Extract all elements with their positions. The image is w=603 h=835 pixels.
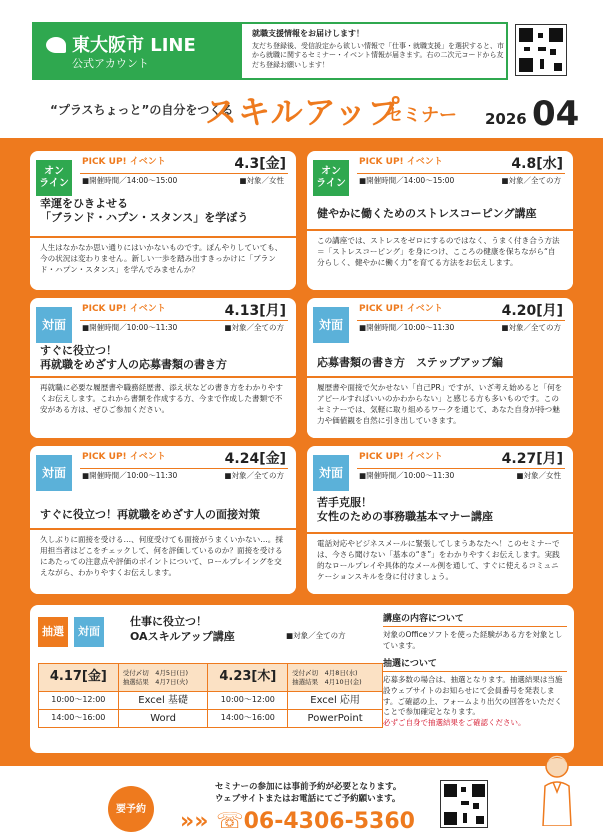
lottery-badge: 抽選 [38, 617, 68, 647]
divider [357, 468, 565, 469]
event-target: ■対象／全ての方 [224, 471, 284, 480]
event-card[interactable] [307, 151, 573, 290]
event-target: ■対象／女性 [239, 176, 284, 185]
table-cell: 14:00～16:00 [208, 710, 288, 728]
content-heading: 講座の内容について [383, 613, 567, 627]
lottery-note: 必ずご自身で抽選結果をご確認ください。 [383, 718, 526, 728]
event-hours: ■開催時間／10:00～11:30 [359, 323, 455, 332]
event-date: 4.27[月] [501, 451, 563, 467]
reservation-badge: 要予約 [108, 786, 154, 832]
event-hours: ■開催時間／14:00～15:00 [359, 176, 455, 185]
city-bird-icon [46, 37, 66, 53]
event-title: 苦手克服！ 女性のための事務職基本マナー講座 [317, 496, 493, 524]
event-hours: ■開催時間／10:00～11:30 [359, 471, 455, 480]
page-title: スキルアップ [205, 93, 401, 131]
line-banner [32, 22, 508, 80]
table-cell: Excel 応用 [288, 692, 383, 710]
oa-title: 仕事に役立つ！ OAスキルアップ講座 [130, 615, 235, 643]
phone-number[interactable]: »» ☏06-4306-5360 [180, 809, 415, 834]
event-description: 久しぶりに面接を受ける…、何度受けても面接がうまくいかない…。採用担当者はどこをチェックして、何を評価しているのか？面接を受けるにあたっての注意点や評価のポイントについて、ロールプレイングを交えながら、わかりやすくお伝えします。 [30, 528, 296, 594]
event-date: 4.20[月] [501, 303, 563, 319]
line-body: 友だち登録後、受信設定から欲しい情報で「仕事・就職支援」を選択すると、市から就職に関するセミナー・イベント情報が届きます。右の二次元コードから友だち登録お願いします！ [252, 41, 504, 69]
event-target: ■対象／全ての方 [501, 176, 561, 185]
oa-date-1-info: 受付〆切 4月5日(日) 抽選結果 4月7日(火) [118, 664, 208, 692]
divider [80, 320, 288, 321]
event-hours: ■開催時間／14:00～15:00 [82, 176, 178, 185]
reservation-line-2: ウェブサイトまたはお電話にてご予約願います。 [215, 794, 401, 805]
oa-date-2: 4.23[木] [208, 664, 288, 692]
line-description [252, 29, 506, 70]
oa-date-1: 4.17[金] [39, 664, 119, 692]
event-description: 電話対応やビジネスメールに緊張してしまうあなたへ！このセミナーでは、今さら聞けない「基本の“き”」をわかりやすくお伝えします。実践的なロールプレイや具体的なメール例を通して、すぐに使えるコミュニケーションスキルを身に付けましょう。 [307, 532, 573, 594]
table-cell: 10:00～12:00 [208, 692, 288, 710]
event-card[interactable] [307, 298, 573, 438]
divider [357, 320, 565, 321]
in-person-badge: 対面 [36, 455, 72, 491]
event-date: 4.24[金] [224, 451, 286, 467]
event-hours: ■開催時間／10:00～11:30 [82, 471, 178, 480]
issue-number: 04 [532, 94, 580, 134]
table-cell: 14:00～16:00 [39, 710, 119, 728]
event-description: 再就職に必要な履歴書や職務経歴書、添え状などの書き方をわかりやすくお伝えします。これから書類を作成する方、今まで作成した書類で不安がある方は、ぜひご参加ください。 [30, 376, 296, 438]
event-title: 幸運をひきよせる 「ブランド・ハプン・スタンス」を学ぼう [40, 197, 249, 225]
table-cell: PowerPoint [288, 710, 383, 728]
line-account-name: 東大阪市 LINE [72, 35, 196, 56]
in-person-badge: 対面 [313, 455, 349, 491]
in-person-badge: 対面 [74, 617, 104, 647]
title-subtitle: “プラスちょっと”の自分をつくる [50, 103, 234, 117]
event-title: 応募書類の書き方 ステップアップ編 [317, 356, 504, 369]
pickup-label: PICK UP! イベント [359, 304, 443, 314]
event-card[interactable] [30, 151, 296, 290]
event-description: この講座では、ストレスをゼロにするのではなく、うまく付き合う方法＝「ストレスコーピング」を身につけ、こころの健康を保ちながら“自分らしく、健やかに働く力”を育てる方法をお伝えします。 [307, 229, 573, 290]
event-card[interactable] [307, 446, 573, 594]
event-date: 4.13[月] [224, 303, 286, 319]
event-description: 履歴書や面接で欠かせない「自己PR」ですが、いざ考え始めると「何をアピールすればいいのかわからない」と感じる方も多いものです。このセミナーでは、気軽に取り組めるワークを通じて、あなた自身が持つ魅力や価値観を自然に引き出していきます。 [307, 376, 573, 438]
event-date: 4.8[水] [511, 156, 563, 172]
lottery-text: 応募多数の場合は、抽選となります。抽選結果は当施設ウェブサイトのお知らせにて会員番号を発表します。ご確認の上、フォームより出欠の回答をいただくことで参加確定となります。 [383, 674, 563, 717]
content-text: 対象のOfficeソフトを使った経験がある方を対象としています。 [383, 630, 563, 650]
reservation-info [215, 781, 401, 806]
event-description: 人生はなかなか思い通りにはいかないものです。ぽんやりしていても、今の状況は変わりません。新しい一歩を踏み出すきっかけに「ブランド・ハプン・スタンス」を学んでみませんか？ [30, 236, 296, 290]
pickup-label: PICK UP! イベント [359, 452, 443, 462]
event-date: 4.3[金] [234, 156, 286, 172]
divider [80, 468, 288, 469]
event-title: すぐに役立つ！再就職をめざす人の面接対策 [40, 508, 260, 521]
online-badge: オン ライン [36, 160, 72, 196]
in-person-badge: 対面 [36, 307, 72, 343]
table-row [39, 692, 383, 710]
divider [80, 173, 288, 174]
table-cell: Excel 基礎 [118, 692, 208, 710]
title-seminar: セミナー [385, 105, 457, 126]
event-target: ■対象／全ての方 [501, 323, 561, 332]
lottery-heading: 抽選について [383, 658, 567, 672]
event-hours: ■開催時間／10:00～11:30 [82, 323, 178, 332]
pickup-label: PICK UP! イベント [82, 157, 166, 167]
event-title: 健やかに働くためのストレスコーピング講座 [317, 207, 537, 220]
oa-course-block [30, 605, 574, 753]
oa-target: ■対象／全ての方 [286, 631, 346, 640]
event-card[interactable] [30, 446, 296, 594]
table-cell: Word [118, 710, 208, 728]
oa-date-2-info: 受付〆切 4月8日(水) 抽選結果 4月10日(金) [288, 664, 383, 692]
reservation-line-1: セミナーの参加には事前予約が必要となります。 [215, 782, 402, 792]
staff-illustration-icon [535, 752, 579, 826]
title-year: 2026 [485, 110, 527, 128]
event-title: すぐに役立つ！ 再就職をめざす人の応募書類の書き方 [40, 344, 227, 372]
online-badge: オン ライン [313, 160, 349, 196]
oa-schedule-table [38, 663, 383, 728]
line-logo [34, 24, 242, 78]
table-cell: 10:00～12:00 [39, 692, 119, 710]
pickup-label: PICK UP! イベント [82, 452, 166, 462]
event-card[interactable] [30, 298, 296, 438]
line-heading: 就職支援情報をお届けします！ [252, 29, 364, 38]
line-qr-code-icon[interactable] [515, 24, 567, 76]
pickup-label: PICK UP! イベント [359, 157, 443, 167]
table-row [39, 710, 383, 728]
event-target: ■対象／女性 [516, 471, 561, 480]
pickup-label: PICK UP! イベント [82, 304, 166, 314]
website-qr-code-icon[interactable] [440, 780, 488, 828]
in-person-badge: 対面 [313, 307, 349, 343]
oa-notes [383, 611, 567, 729]
divider [357, 173, 565, 174]
line-account-label: 公式アカウント [72, 57, 149, 70]
event-target: ■対象／全ての方 [224, 323, 284, 332]
